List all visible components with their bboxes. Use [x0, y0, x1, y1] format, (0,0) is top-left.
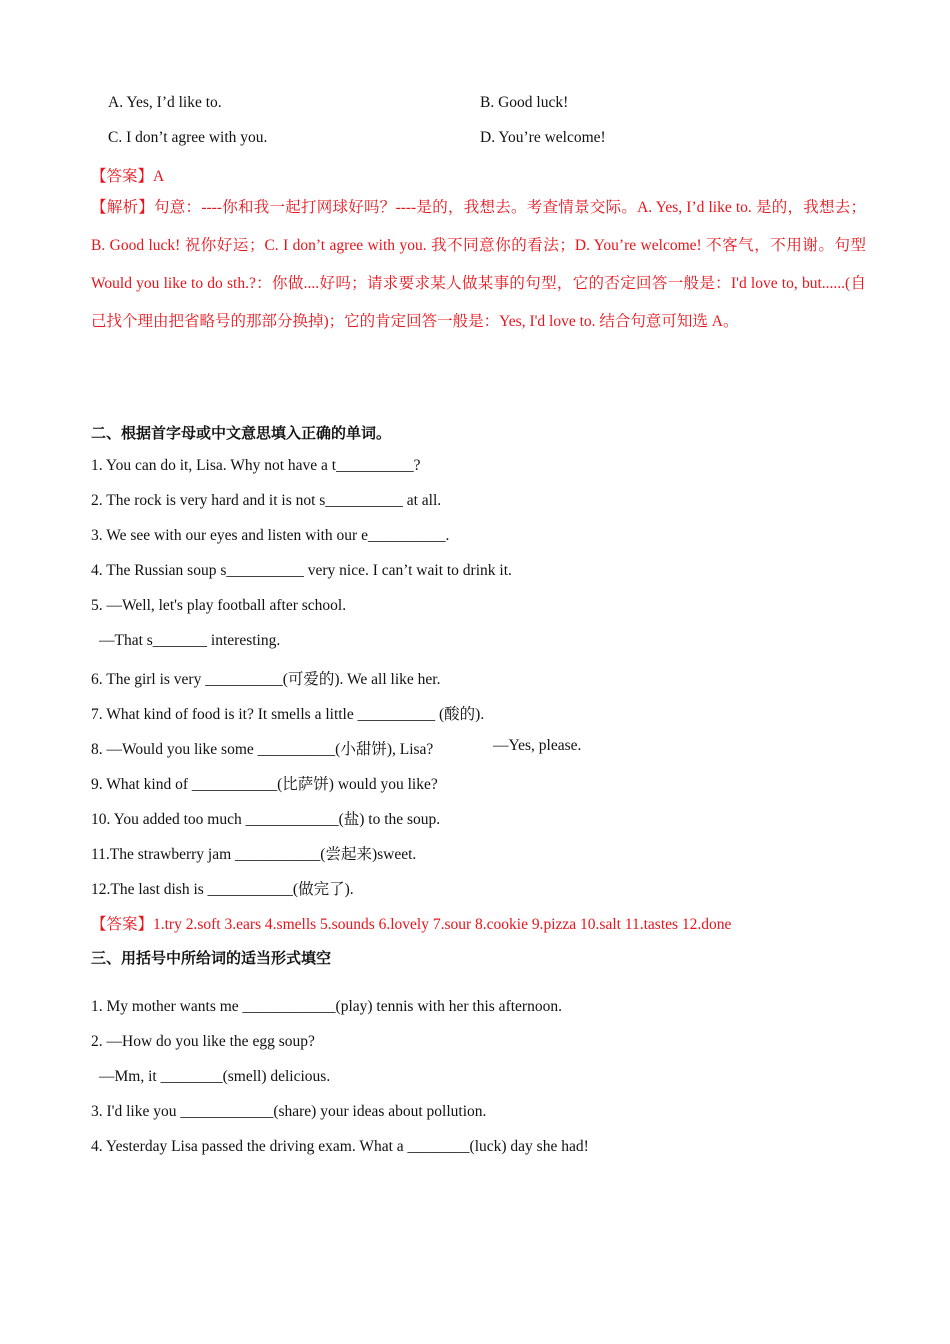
s2-question-7: 7. What kind of food is it? It smells a little __________ (酸的).	[91, 706, 485, 723]
option-d: D. You’re welcome!	[480, 129, 606, 146]
s3-question-2: 2. —How do you like the egg soup?	[91, 1033, 315, 1050]
analysis-paragraph: 【解析】句意：----你和我一起打网球好吗？----是的，我想去。考查情景交际。A. Yes, I’d like to. 是的，我想去；B. Good luck! 祝你好运；C. I don’t agree with you. 我不同意你的看法；D. You’re welcome! 不客气，不用谢。句型 Would you like to do sth.?：你做....好吗；请求要求某人做某事的句型，它的否定回答一般是：I'd love to, but......(自己找个理由把省略号的那部分换掉)；它的肯定回答一般是：Yes, I'd love to. 结合句意可知选 A。	[91, 199, 866, 330]
s2-question-4: 4. The Russian soup s__________ very nice. I can’t wait to drink it.	[91, 562, 512, 579]
s3-question-3: 3. I'd like you ____________(share) your ideas about pollution.	[91, 1103, 487, 1120]
option-c: C. I don’t agree with you.	[108, 129, 268, 146]
answer-1: 【答案】A	[91, 168, 165, 185]
s2-question-11: 11.The strawberry jam ___________(尝起来)sweet.	[91, 846, 417, 863]
s2-question-8-reply: —Yes, please.	[493, 737, 582, 754]
s3-question-2-reply: —Mm, it ________(smell) delicious.	[99, 1068, 331, 1085]
s2-question-10: 10. You added too much ____________(盐) to the soup.	[91, 811, 441, 828]
section-3-title: 三、用括号中所给词的适当形式填空	[91, 949, 332, 967]
s2-question-2: 2. The rock is very hard and it is not s__________ at all.	[91, 492, 442, 509]
s2-question-8: 8. —Would you like some __________(小甜饼), Lisa?	[91, 741, 434, 758]
s3-question-4: 4. Yesterday Lisa passed the driving exam. What a ________(luck) day she had!	[91, 1138, 589, 1155]
option-b: B. Good luck!	[480, 94, 569, 111]
option-a: A. Yes, I’d like to.	[108, 94, 222, 111]
s2-question-3: 3. We see with our eyes and listen with our e__________.	[91, 527, 450, 544]
s2-question-6: 6. The girl is very __________(可爱的). We all like her.	[91, 671, 441, 688]
section-2-title: 二、根据首字母或中文意思填入正确的单词。	[91, 424, 392, 442]
section-2-answer: 【答案】1.try 2.soft 3.ears 4.smells 5.sounds 6.lovely 7.sour 8.cookie 9.pizza 10.salt 11.tastes 12.done	[91, 916, 732, 933]
s2-question-5-reply: —That s_______ interesting.	[99, 632, 281, 649]
s3-question-1: 1. My mother wants me ____________(play) tennis with her this afternoon.	[91, 998, 562, 1015]
s2-question-1: 1. You can do it, Lisa. Why not have a t__________?	[91, 457, 421, 474]
s2-question-5: 5. —Well, let's play football after school.	[91, 597, 347, 614]
s2-question-12: 12.The last dish is ___________(做完了).	[91, 881, 354, 898]
s2-question-9: 9. What kind of ___________(比萨饼) would you like?	[91, 776, 438, 793]
